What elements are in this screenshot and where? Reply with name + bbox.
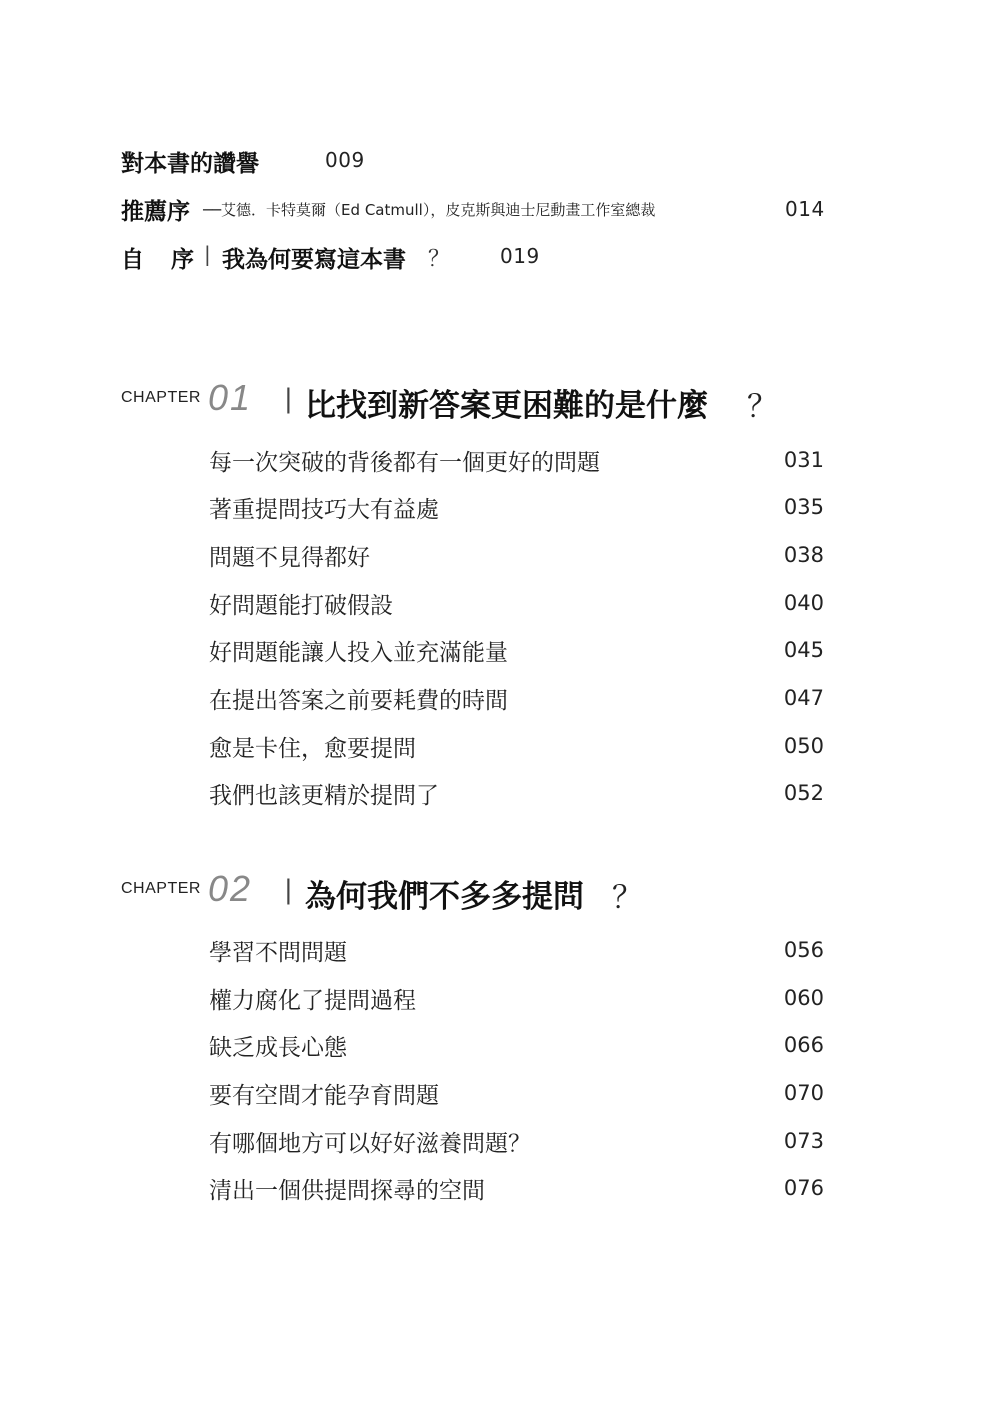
toc-entry-page: 073 (783, 1129, 824, 1153)
toc-entry-page: 038 (783, 543, 824, 567)
toc-entry-page: 076 (783, 1176, 824, 1200)
toc-entry-title: 權力腐化了提問過程 (209, 988, 416, 1014)
toc-entry-title: 好問題能打破假設 (209, 593, 393, 619)
toc-entry-title: 清出一個供提問探尋的空間 (209, 1178, 485, 1204)
toc-entry-page: 070 (783, 1081, 824, 1105)
toc-entry-page: 066 (783, 1033, 824, 1057)
toc-entry-title: 問題不見得都好 (209, 545, 370, 571)
toc-entry-title: 要有空間才能孕育問題 (209, 1083, 439, 1109)
preface-page: 019 (500, 244, 540, 268)
chapter-title: 為何我們不多多提問 (305, 879, 584, 915)
toc-entry-title: 有哪個地方可以好好滋養問題？ (209, 1131, 531, 1157)
chapter-label: CHAPTER (121, 880, 201, 897)
foreword-title: 推薦序 (121, 199, 190, 225)
toc-entry-title: 愈是卡住，愈要提問 (209, 736, 416, 762)
chapter-separator: | (284, 875, 293, 905)
praise-page: 009 (325, 148, 365, 172)
chapter-question-mark: ？ (612, 880, 643, 916)
chapter-separator: | (284, 384, 293, 414)
toc-entry-title: 每一次突破的背後都有一個更好的問題 (209, 450, 600, 476)
toc-entry-title: 在提出答案之前要耗費的時間 (209, 688, 508, 714)
toc-entry-title: 我們也該更精於提問了 (209, 783, 439, 809)
praise-title: 對本書的讚譽 (121, 151, 259, 177)
preface-title-b: 序 (171, 247, 194, 273)
preface-question-mark: ？ (428, 247, 451, 272)
chapter-number: 01 (208, 377, 253, 418)
chapter-title: 比找到新答案更困難的是什麼 (305, 388, 708, 424)
toc-entry-page: 045 (783, 638, 824, 662)
preface-separator: | (204, 242, 211, 266)
chapter-label: CHAPTER (121, 389, 201, 406)
toc-entry-page: 050 (783, 734, 824, 758)
toc-entry-title: 好問題能讓人投入並充滿能量 (209, 640, 508, 666)
chapter-question-mark: ？ (747, 389, 778, 425)
toc-entry-page: 040 (783, 591, 824, 615)
preface-subtitle: 我為何要寫這本書 (222, 247, 406, 273)
toc-entry-page: 031 (783, 448, 824, 472)
toc-entry-page: 052 (783, 781, 824, 805)
toc-entry-page: 047 (783, 686, 824, 710)
chapter-number: 02 (208, 868, 253, 909)
toc-entry-page: 035 (783, 495, 824, 519)
toc-entry-title: 學習不問問題 (209, 940, 347, 966)
toc-entry-page: 060 (783, 986, 824, 1010)
preface-title-a: 自 (121, 247, 144, 273)
foreword-byline: ──艾德．卡特莫爾（Ed Catmull），皮克斯與迪士尼動畫工作室總裁 (203, 201, 656, 219)
toc-entry-page: 056 (783, 938, 824, 962)
toc-entry-title: 著重提問技巧大有益處 (209, 497, 439, 523)
foreword-page: 014 (785, 197, 825, 221)
toc-entry-title: 缺乏成長心態 (209, 1035, 347, 1061)
